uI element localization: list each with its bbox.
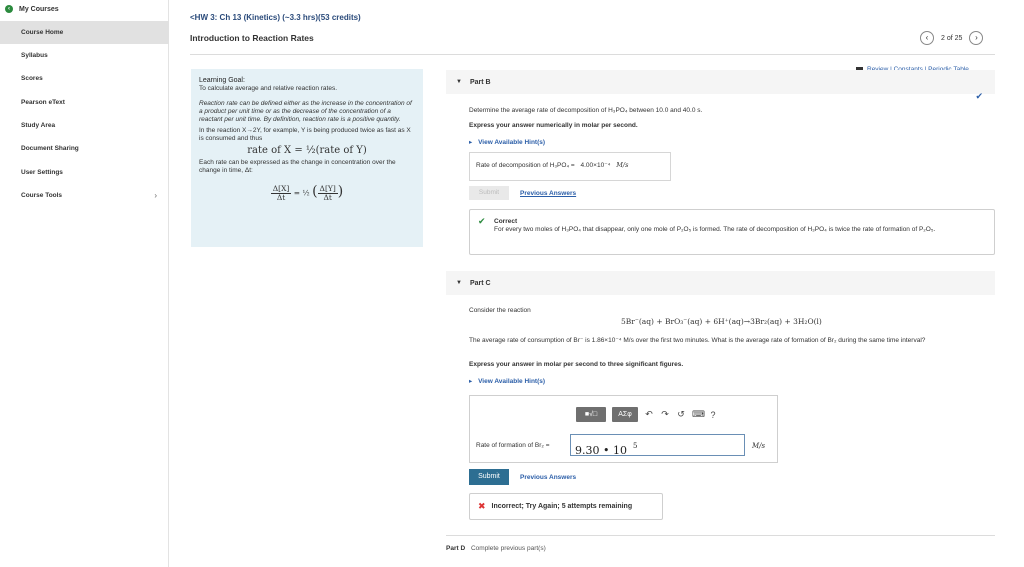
sidebar-item-study-area[interactable]: [0, 114, 169, 137]
part-b-answer-box: [469, 152, 671, 181]
frac-den-x: Δt: [276, 193, 286, 202]
divider: [190, 54, 995, 55]
pager: [920, 31, 983, 45]
goal-paragraph-2: In the reaction X→2Y, for example, Y is being produced twice as fast as X is consumed and thus: [199, 127, 411, 142]
sidebar: [0, 0, 169, 567]
goal-title: Learning Goal:: [199, 77, 245, 84]
answer-value: 9.30 • 10: [575, 444, 627, 457]
part-d-text: Complete previous part(s): [470, 545, 546, 552]
sidebar-item-label: Document Sharing: [21, 145, 79, 152]
equation-middle: = ½: [293, 188, 310, 198]
part-c-field-label: Rate of formation of Br₂ =: [476, 442, 550, 449]
part-b-question: Determine the average rate of decomposition of H₃PO₄ between 10.0 and 40.0 s.: [469, 107, 703, 114]
part-b-answer-unit: M/s: [616, 161, 629, 169]
goal-paragraph-1: Reaction rate can be defined either as the increase in the concentration of a product per unit time or as the decrease of the concentration of a reactant per unit time. By definition, reaction rate is a positive quantity.: [199, 100, 412, 123]
assignment-title-link[interactable]: <HW 3: Ch 13 (Kinetics) (~3.3 hrs)(53 credits): [190, 13, 361, 22]
part-c-previous-answers-link[interactable]: Previous Answers: [520, 474, 577, 481]
part-b-hints-text[interactable]: View Available Hint(s): [478, 139, 546, 146]
reset-icon[interactable]: ↺: [677, 409, 685, 419]
sidebar-item-syllabus[interactable]: [0, 44, 169, 67]
sidebar-item-label: Pearson eText: [21, 99, 65, 106]
part-b-previous-answers-link[interactable]: Previous Answers: [520, 190, 577, 197]
check-icon: ✔: [478, 216, 486, 226]
part-c-question: The average rate of consumption of Br⁻ is 1.86×10⁻⁴ M/s over the first two minutes. What is the average rate of formation of Br₂ during the same time interval?: [469, 337, 926, 344]
previous-item-button[interactable]: ‹: [920, 31, 934, 45]
sidebar-item-label: Course Tools: [21, 192, 63, 199]
learning-goal-panel: [191, 69, 423, 247]
goal-paragraph-3: Each rate can be expressed as the change in concentration over the change in time, Δt:: [199, 159, 396, 174]
part-c-header[interactable]: [446, 271, 995, 295]
greek-symbols-button[interactable]: ΑΣφ: [612, 407, 638, 422]
part-b-hints-link[interactable]: [469, 139, 545, 147]
part-c-answer-editor: [469, 395, 778, 463]
answer-exponent: 5: [632, 442, 638, 450]
part-b-header[interactable]: [446, 70, 995, 101]
help-icon[interactable]: ?: [710, 409, 716, 420]
frac-num-x: Δ[X]: [272, 184, 290, 193]
chevron-right-icon: ›: [154, 191, 157, 200]
sidebar-item-label: Scores: [21, 75, 43, 82]
pager-text: 2 of 25: [941, 34, 963, 42]
part-b-label: Part B: [469, 78, 491, 86]
collapse-triangle-icon[interactable]: ▼: [456, 79, 462, 85]
triangle-right-icon: ▸: [469, 139, 473, 146]
part-c-instruction: Express your answer in molar per second to three significant figures.: [469, 361, 684, 368]
part-c-reaction: 5Br⁻(aq) + BrO₃⁻(aq) + 6H⁺(aq)→3Br₂(aq) + 3H₂O(l): [621, 317, 822, 326]
next-item-button[interactable]: ›: [969, 31, 983, 45]
sidebar-item-course-home[interactable]: [0, 21, 169, 44]
keyboard-icon[interactable]: ⌨: [692, 409, 705, 419]
sidebar-item-course-tools[interactable]: [0, 184, 169, 207]
part-c-submit-button[interactable]: Submit: [469, 469, 509, 485]
frac-den-y: Δt: [323, 193, 332, 202]
part-c-hints-link[interactable]: [469, 378, 545, 386]
part-b-answer-value: 4.00×10⁻⁴: [580, 162, 611, 169]
divider: [446, 535, 995, 536]
part-b-instruction: Express your answer numerically in molar per second.: [469, 122, 638, 129]
page-title: Introduction to Reaction Rates: [190, 33, 314, 43]
goal-equation-1: rate of X = ½(rate of Y): [247, 145, 367, 156]
part-b-answer-label: Rate of decomposition of H₃PO₄ =: [476, 162, 575, 169]
part-d-label: Part D: [446, 545, 466, 552]
incorrect-text: Incorrect; Try Again; 5 attempts remaining: [491, 503, 633, 510]
sidebar-item-label: Course Home: [21, 29, 64, 36]
sidebar-item-scores[interactable]: [0, 67, 169, 90]
part-c-unit: M/s: [752, 442, 766, 450]
part-c-hints-text[interactable]: View Available Hint(s): [478, 378, 546, 385]
part-c-feedback-incorrect: [469, 493, 663, 520]
check-icon: ✔: [975, 91, 983, 101]
correct-title: Correct: [494, 218, 518, 225]
sidebar-item-user-settings[interactable]: [0, 161, 169, 184]
triangle-right-icon: ▸: [469, 378, 473, 385]
sidebar-item-label: User Settings: [21, 169, 63, 176]
goal-subtitle: To calculate average and relative reaction rates.: [199, 85, 338, 92]
collapse-triangle-icon[interactable]: ▼: [456, 280, 462, 286]
part-b-submit-button[interactable]: Submit: [469, 186, 509, 200]
correct-text: For every two moles of H₃PO₄ that disappear, only one mole of P₂O₅ is formed. The rate of decomposition of H₃PO₄ is twice the rate of formation of P₂O₅.: [494, 226, 936, 233]
sidebar-item-document-sharing[interactable]: [0, 137, 169, 160]
part-b-feedback-correct: [469, 209, 995, 255]
my-courses-label[interactable]: My Courses: [19, 5, 59, 13]
part-d-row: [446, 545, 546, 553]
sidebar-item-label: Syllabus: [21, 52, 48, 59]
frac-num-y: Δ[Y]: [319, 184, 336, 193]
back-arrow-icon[interactable]: ‹: [5, 5, 13, 13]
math-toolbar: [576, 407, 718, 422]
incorrect-x-icon: ✖: [478, 501, 486, 511]
redo-icon[interactable]: ↷: [661, 409, 669, 419]
undo-icon[interactable]: ↶: [645, 409, 653, 419]
sidebar-item-label: Study Area: [21, 122, 56, 129]
part-c-intro: Consider the reaction: [469, 307, 531, 314]
part-c-answer-input[interactable]: [570, 434, 745, 456]
my-courses-link[interactable]: [0, 0, 169, 18]
goal-equation-2: $\frac{\Delta[X]}{\Delta t}$ = ½ ( $\frac{\Delta[Y]}{\Delta t}$ ): [272, 183, 344, 202]
part-c-label: Part C: [469, 279, 491, 287]
templates-button[interactable]: ■√□: [576, 407, 606, 422]
sidebar-item-pearson-etext[interactable]: [0, 91, 169, 114]
